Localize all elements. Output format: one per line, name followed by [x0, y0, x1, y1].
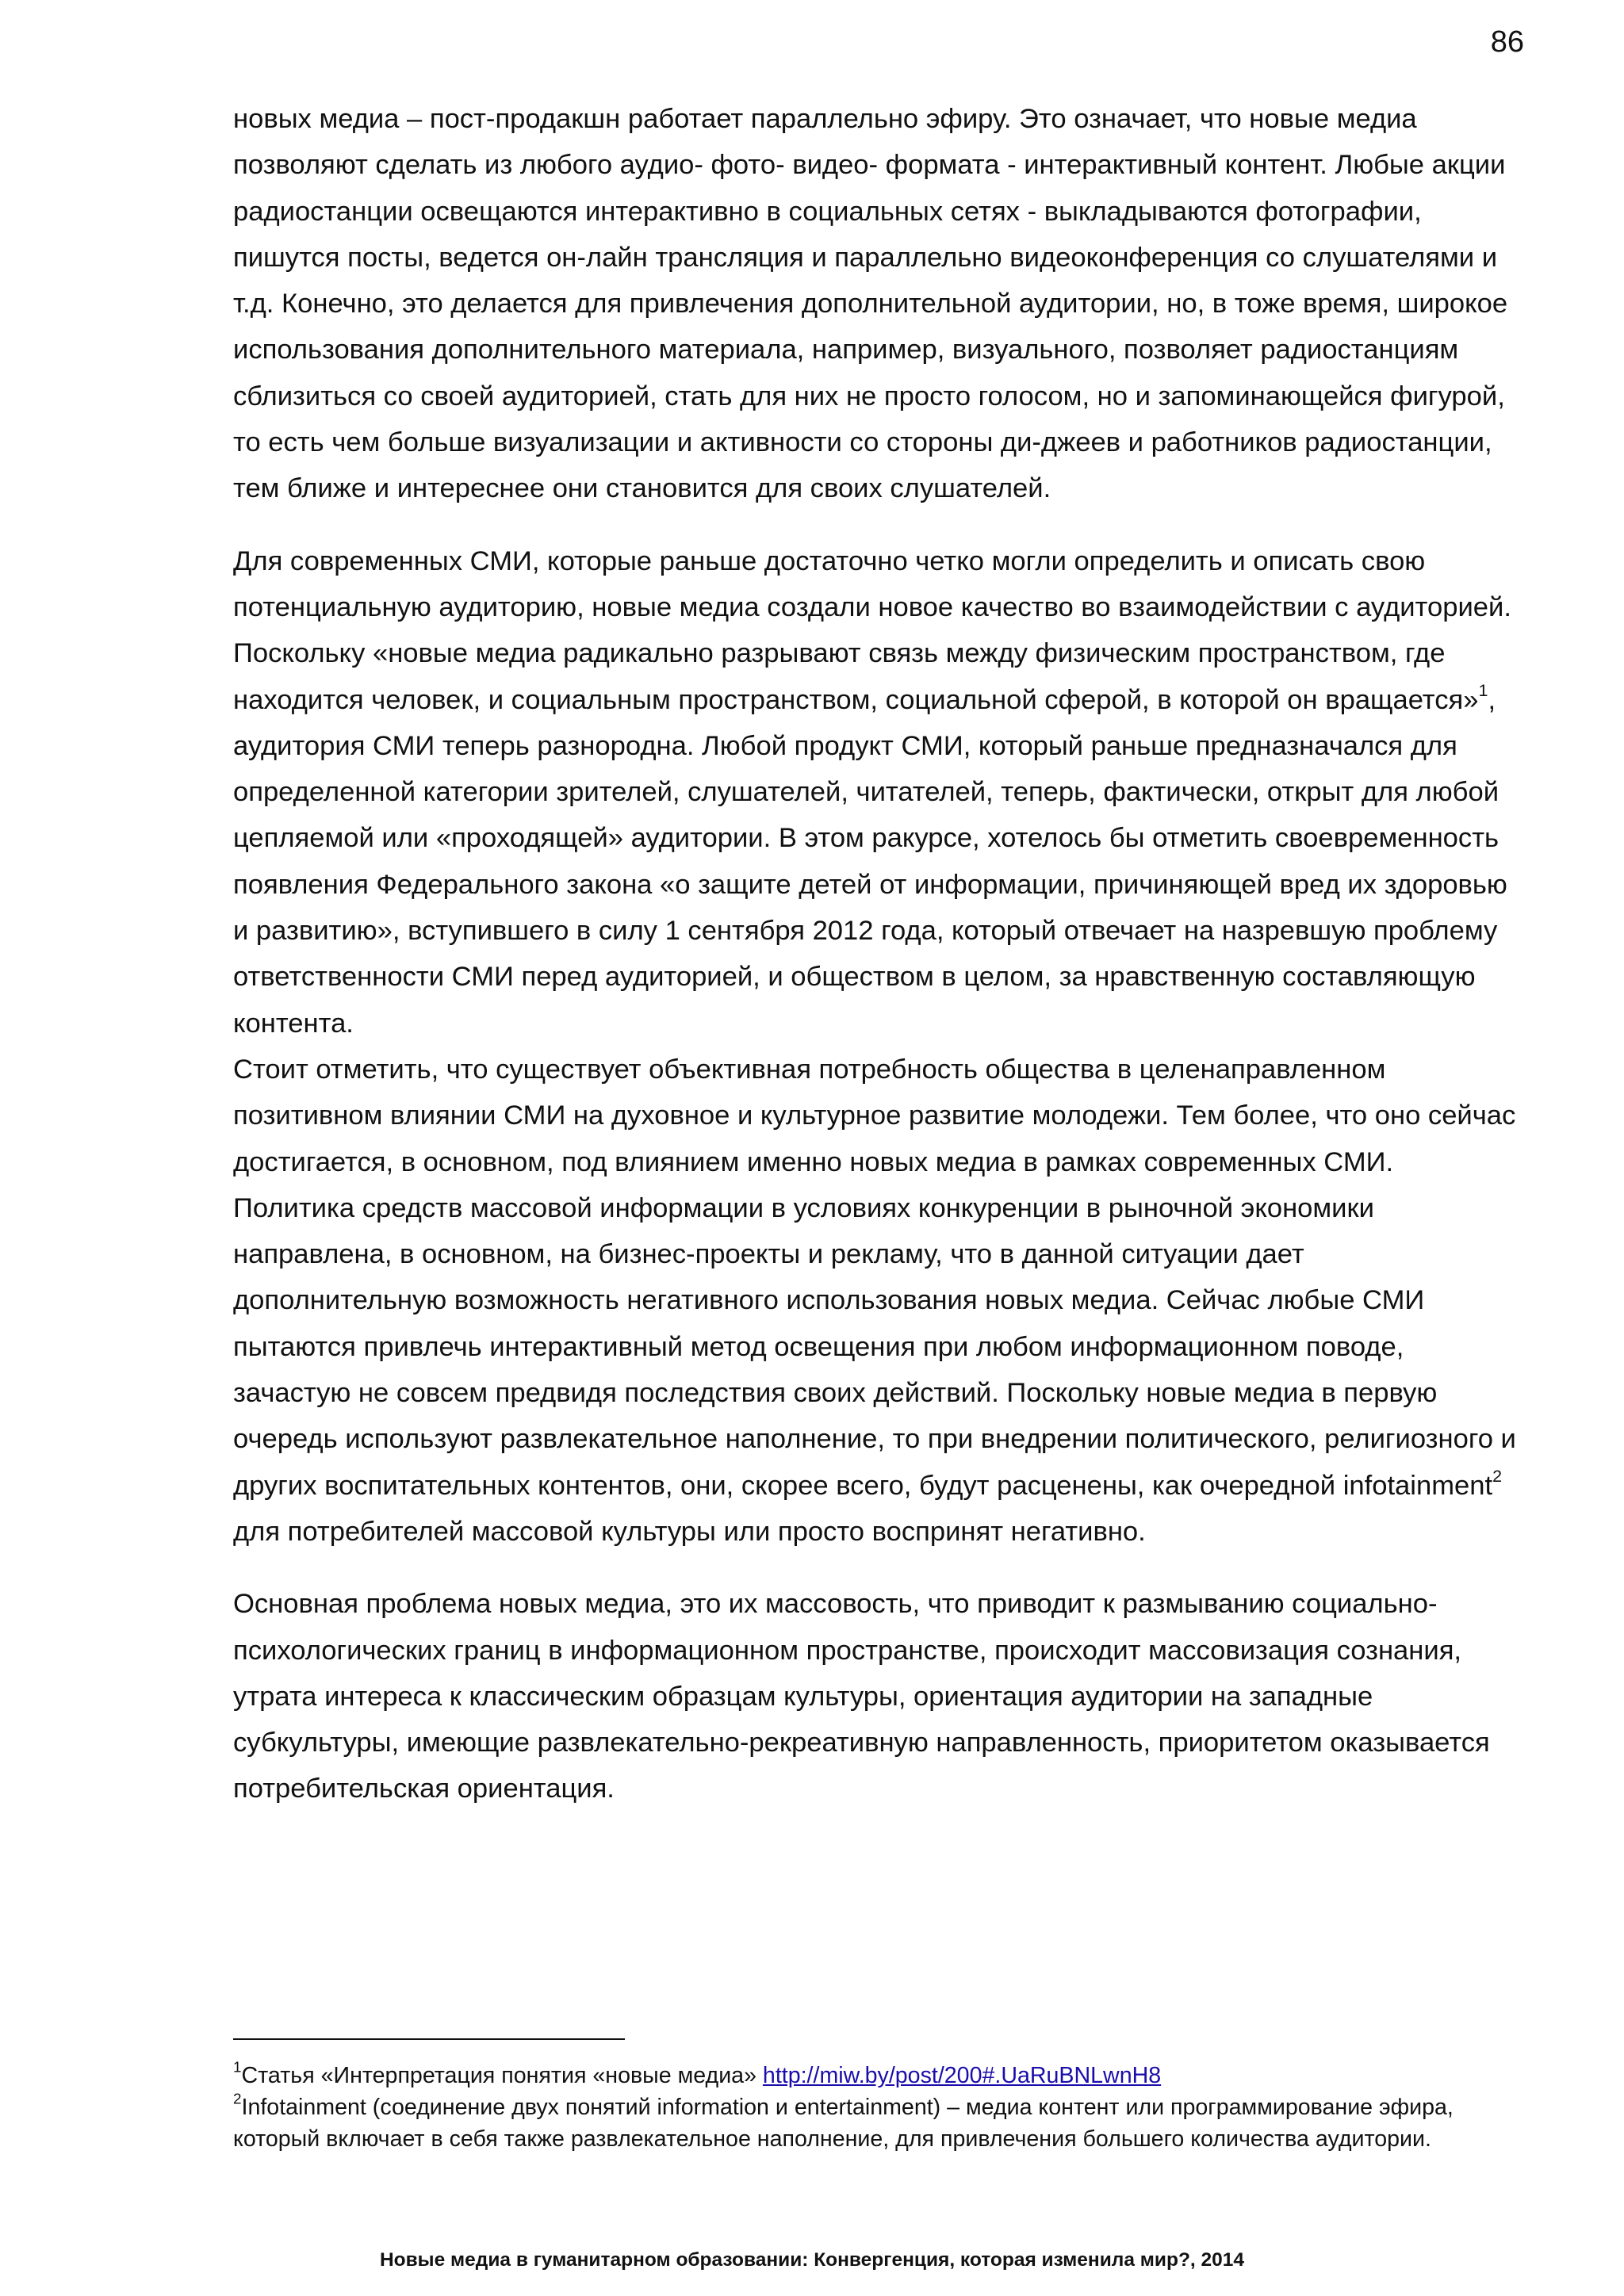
page-number: 86: [1490, 25, 1524, 59]
paragraph-5: Основная проблема новых медиа, это их массовость, что приводит к размыванию социально-психологических границ в информационном пространстве, происходит массовизация сознания, утрата интереса к классическим образцам культуры, ориентация аудитории на западные субкультуры, имеющие развлекательно-рекреативную направленность, приоритетом оказывается потребительская ориентация.: [233, 1589, 1490, 1804]
paragraph-2-text-start: Для современных СМИ, которые раньше достаточно четко могли определить и описать свою потенциальную аудиторию, новые медиа создали новое качество во взаимодействии с аудиторией. Поскольку «новые медиа радикально разрывают связь между физическим пространством, где находится человек, и социальным пространством, социальной сферой, в которой он вращается»: [233, 545, 1511, 715]
footnote-separator: [233, 2038, 625, 2040]
paragraph-4-text-start: Политика средств массовой информации в условиях конкуренции в рыночной экономики направлена, в основном, на бизнес-проекты и рекламу, что в данной ситуации дает дополнительную возможность негативного использования новых медиа. Сейчас любые СМИ пытаются привлечь интерактивный метод освещения при любом информационном поводе, зачастую не совсем предвидя последствия своих действий. Поскольку новые медиа в первую очередь используют развлекательное наполнение, то при внедрении политического, религиозного и других воспитательных контентов, они, скорее всего, будут расценены, как очередной infotainment: [233, 1192, 1516, 1501]
paragraph-3: Стоит отметить, что существует объективная потребность общества в целенаправленном позитивном влиянии СМИ на духовное и культурное развитие молодежи. Тем более, что оно сейчас достигается, в основном, под влиянием именно новых медиа в рамках современных СМИ.: [233, 1054, 1516, 1177]
footnote-ref-2[interactable]: 2: [1492, 1466, 1503, 1486]
paragraph-2-text-end: , аудитория СМИ теперь разнородна. Любой продукт СМИ, который раньше предназначался для определенной категории зрителей, слушателей, читателей, теперь, фактически, открыт для любой цепляемой или «проходящей» аудитории. В этом ракурсе, хотелось бы отметить своевременность появления Федерального закона «о защите детей от информации, причиняющей вред их здоровью и развитию», вступившего в силу 1 сентября 2012 года, который отвечает на назревшую проблему ответственности СМИ перед аудиторией, и обществом в целом, за нравственную составляющую контента.: [233, 684, 1507, 1039]
footnotes: [233, 2060, 1518, 2155]
footnote-1: [233, 2060, 1518, 2091]
footnote-1-text: Статья «Интерпретация понятия «новые медиа»: [241, 2063, 763, 2088]
paragraph-4: [233, 1185, 1518, 1555]
footnote-1-link[interactable]: http://miw.by/post/200#.UaRuBNLwnH8: [762, 2063, 1162, 2088]
footnote-1-number: 1: [233, 2058, 242, 2076]
footnote-2: [233, 2091, 1518, 2155]
running-footer: Новые медиа в гуманитарном образовании: Конвергенция, которая изменила мир?, 2014: [379, 2249, 1245, 2271]
paragraph-2: [233, 538, 1518, 1047]
footnote-ref-1[interactable]: 1: [1478, 680, 1488, 700]
main-body: [233, 96, 1518, 1812]
paragraph-4-text-end: для потребителей массовой культуры или просто воспринят негативно.: [233, 1516, 1146, 1547]
paragraph-1: новых медиа – пост-продакшн работает параллельно эфиру. Это означает, что новые медиа позволяют сделать из любого аудио- фото- видео- формата - интерактивный контент. Любые акции радиостанции освещаются интерактивно в социальных сетях - выкладываются фотографии, пишутся посты, ведется он-лайн трансляция и параллельно видеоконференция со слушателями и т.д. Конечно, это делается для привлечения дополнительной аудитории, но, в тоже время, широкое использования дополнительного материала, например, визуального, позволяет радиостанциям сблизиться со своей аудиторией, стать для них не просто голосом, но и запоминающейся фигурой, то есть чем больше визуализации и активности со стороны ди-джеев и работников радиостанции, тем ближе и интереснее они становится для своих слушателей.: [233, 104, 1508, 504]
footnote-2-number: 2: [233, 2090, 242, 2107]
footnote-2-text: Infotainment (соединение двух понятий information и entertainment) – медиа контент или программирование эфира, который включает в себя также развлекательное наполнение, для привлечения большего количества аудитории.: [233, 2095, 1454, 2152]
